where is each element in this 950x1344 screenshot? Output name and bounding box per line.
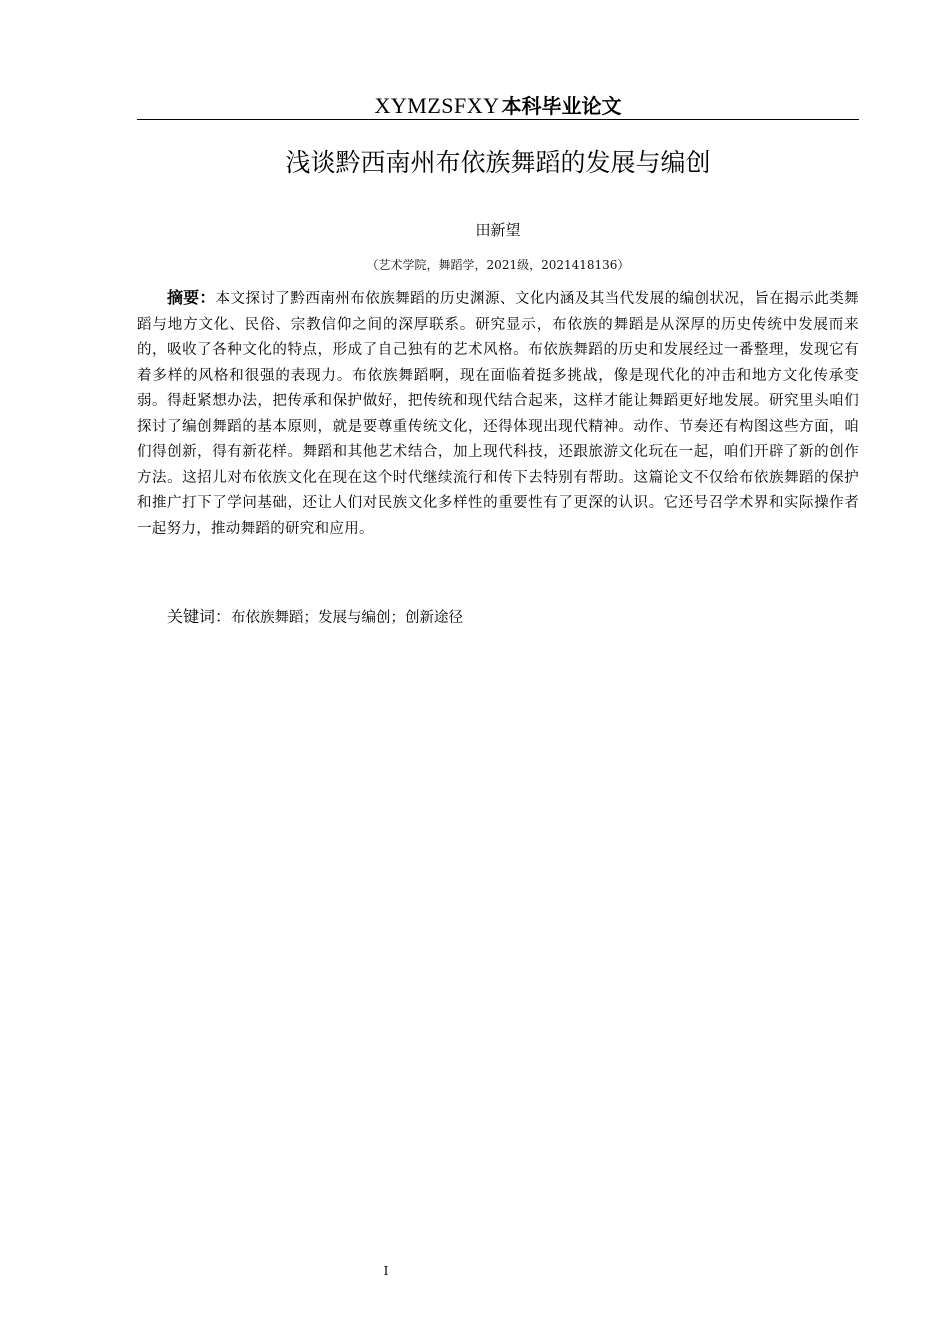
keywords-text: 布依族舞蹈；发展与编创；创新途径 [231, 610, 464, 626]
abstract-label: 摘要： [167, 288, 216, 307]
paper-title: 浅谈黔西南州布依族舞蹈的发展与编创 [285, 148, 711, 177]
abstract-text: 本文探讨了黔西南州布依族舞蹈的历史渊源、文化内涵及其当代发展的编创状况，旨在揭示此类舞蹈与地方文化、民俗、宗教信仰之间的深厚联系。研究显示，布依族的舞蹈是从深厚的历史传统中发展而来的，吸收了各种文化的特点，形成了自己独有的艺术风格。布依族舞蹈的历史和发展经过一番整理，发现它有着多样的风格和很强的表现力。布依族舞蹈啊，现在面临着挺多挑战，像是现代化的冲击和地方文化传承变弱。得赶紧想办法，把传承和保护做好，把传统和现代结合起来，这样才能让舞蹈更好地发展。研究里头咱们探讨了编创舞蹈的基本原则，就是要尊重传统文化，还得体现出现代精神。动作、节奏还有构图这些方面，咱们得创新，得有新花样。舞蹈和其他艺术结合，加上现代科技，还跟旅游文化玩在一起，咱们开辟了新的创作方法。这招儿对布依族文化在现在这个时代继续流行和传下去特别有帮助。这篇论文不仅给布依族舞蹈的保护和推广打下了学问基础，还让人们对民族文化多样性的重要性有了更深的认识。它还号召学术界和实际操作者一起努力，推动舞蹈的研究和应用。 [137, 291, 859, 537]
page-number: I [383, 1264, 389, 1278]
header-code: XYMZSFXY [374, 93, 500, 118]
running-header [137, 92, 859, 120]
author-name: 田新望 [475, 221, 521, 239]
abstract-paragraph [137, 285, 859, 542]
keywords-label: 关键词： [167, 607, 232, 626]
header-label: 本科毕业论文 [501, 94, 622, 118]
author-affiliation: （艺术学院，舞蹈学，2021级，2021418136） [366, 258, 630, 272]
header-rule [137, 119, 859, 120]
keywords-line [167, 604, 859, 631]
